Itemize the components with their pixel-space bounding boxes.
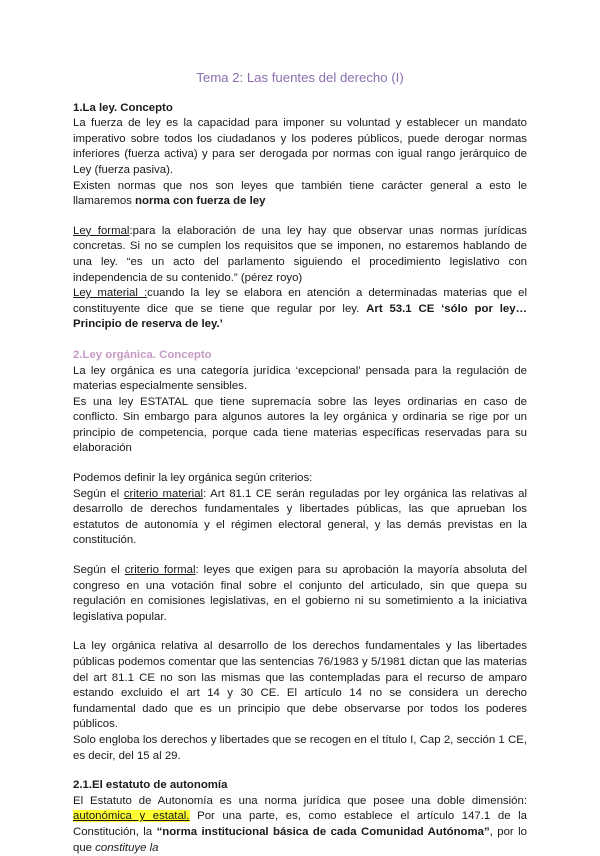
norma-institucional-bold: “norma institucional básica de cada Comunidad Autónoma” (156, 825, 490, 838)
norma-fuerza-ley-bold: norma con fuerza de ley (135, 195, 266, 208)
criterio-formal-term: criterio formal (124, 564, 196, 577)
criterio-material-term: criterio material (123, 487, 204, 500)
criterio-formal-paragraph: Según el criterio formal: leyes que exigen para su aprobación la mayoría absoluta del congreso en una votación final sobre el conjunto del articulado, sin que quepa su regulación en comisiones legislativas, en el gobierno ni su sometimiento a la iniciativa legislativa popular. (73, 564, 527, 623)
section-2-paragraph-2: Es una ley ESTATAL que tiene supremacía sobre las leyes ordinarias en caso de conflicto. Sin embargo para algunos autores la ley orgánica y ordinaria se rige por un principio de competencia, porque cada tiene materias específicas reservadas para su elaboración (73, 395, 527, 455)
section-2-paragraph-3: Podemos definir la ley orgánica según criterios: (73, 472, 313, 485)
ley-formal-term: Ley formal (73, 224, 130, 237)
section-2-paragraph-1: La ley orgánica es una categoría jurídica ‘excepcional’ pensada para la regulación de materias especialmente sensibles. (73, 364, 527, 393)
section-2-1-heading: 2.1.El estatuto de autonomía (73, 779, 228, 792)
document-title: Tema 2: Las fuentes del derecho (I) (196, 70, 404, 85)
section-1-heading: 1.La ley. Concepto (73, 101, 173, 114)
section-2-1-paragraph-1: El Estatuto de Autonomía es una norma jurídica que posee una doble dimensión: autonómica y estatal. Por una parte, es, como establece el artículo 147.1 de la Constitución, la “norma institucional básica de cada Comunidad Autónoma”, por lo que constituye la (73, 794, 527, 854)
criterio-material-paragraph: Según el criterio material: Art 81.1 CE serán reguladas por ley orgánica las relativas al desarrollo de derechos fundamentales y libertades públicas, las que aprueban los estatutos de autonomía y el régimen electoral general, y las demás previstas en la constitución. (73, 487, 527, 547)
section-1-paragraph-2: Existen normas que nos son leyes que también tiene carácter general a esto le llamaremos norma con fuerza de ley (73, 179, 527, 208)
ley-material-paragraph: Ley material :cuando la ley se elabora en atención a determinadas materias que el constituyente dice que se tiene que regular por ley. Art 53.1 CE ‘sólo por ley… Principio de reserva de ley.’ (73, 287, 527, 331)
autonomica-estatal-highlight: autonómica y estatal. (73, 810, 190, 823)
ley-material-term: Ley material : (73, 287, 148, 300)
section-2-paragraph-5: Solo engloba los derechos y libertades que se recogen en el título I, Cap 2, sección 1 CE, es decir, del 15 al 29. (73, 733, 527, 762)
ley-formal-paragraph: Ley formal:para la elaboración de una ley hay que observar unas normas jurídicas concretas. Si no se cumplen los requisitos que se imponen, no estaremos hablando de una ley. “es un acto del parlamento siguiendo el procedimiento legislativo con independencia de su contenido.” (pérez royo) (73, 224, 527, 284)
art-53-bold: Art 53.1 CE ‘sólo por ley… Principio de reserva de ley.’ (73, 302, 527, 331)
section-2-paragraph-4: La ley orgánica relativa al desarrollo de los derechos fundamentales y las libertades públicas podemos comentar que las sentencias 76/1983 y 5/1981 dictan que las materias del art 81.1 CE no son las mismas que las contempladas para el recurso de amparo estando excluido el art 14 y 30 CE. El artículo 14 no se considera un derecho fundamental dado que es un principio que debe observarse por todos los poderes públicos. (73, 640, 527, 731)
constituye-italic: constituye la (95, 841, 159, 854)
section-1-paragraph-1: La fuerza de ley es la capacidad para imponer su voluntad y establecer un mandato imperativo sobre todos los ciudadanos y los poderes públicos, puede derogar normas inferiores (fuerza activa) y para ser derogada por normas con igual rango jerárquico de Ley (fuerza pasiva). (73, 117, 527, 176)
section-2-heading: 2.Ley orgánica. Concepto (73, 348, 212, 361)
